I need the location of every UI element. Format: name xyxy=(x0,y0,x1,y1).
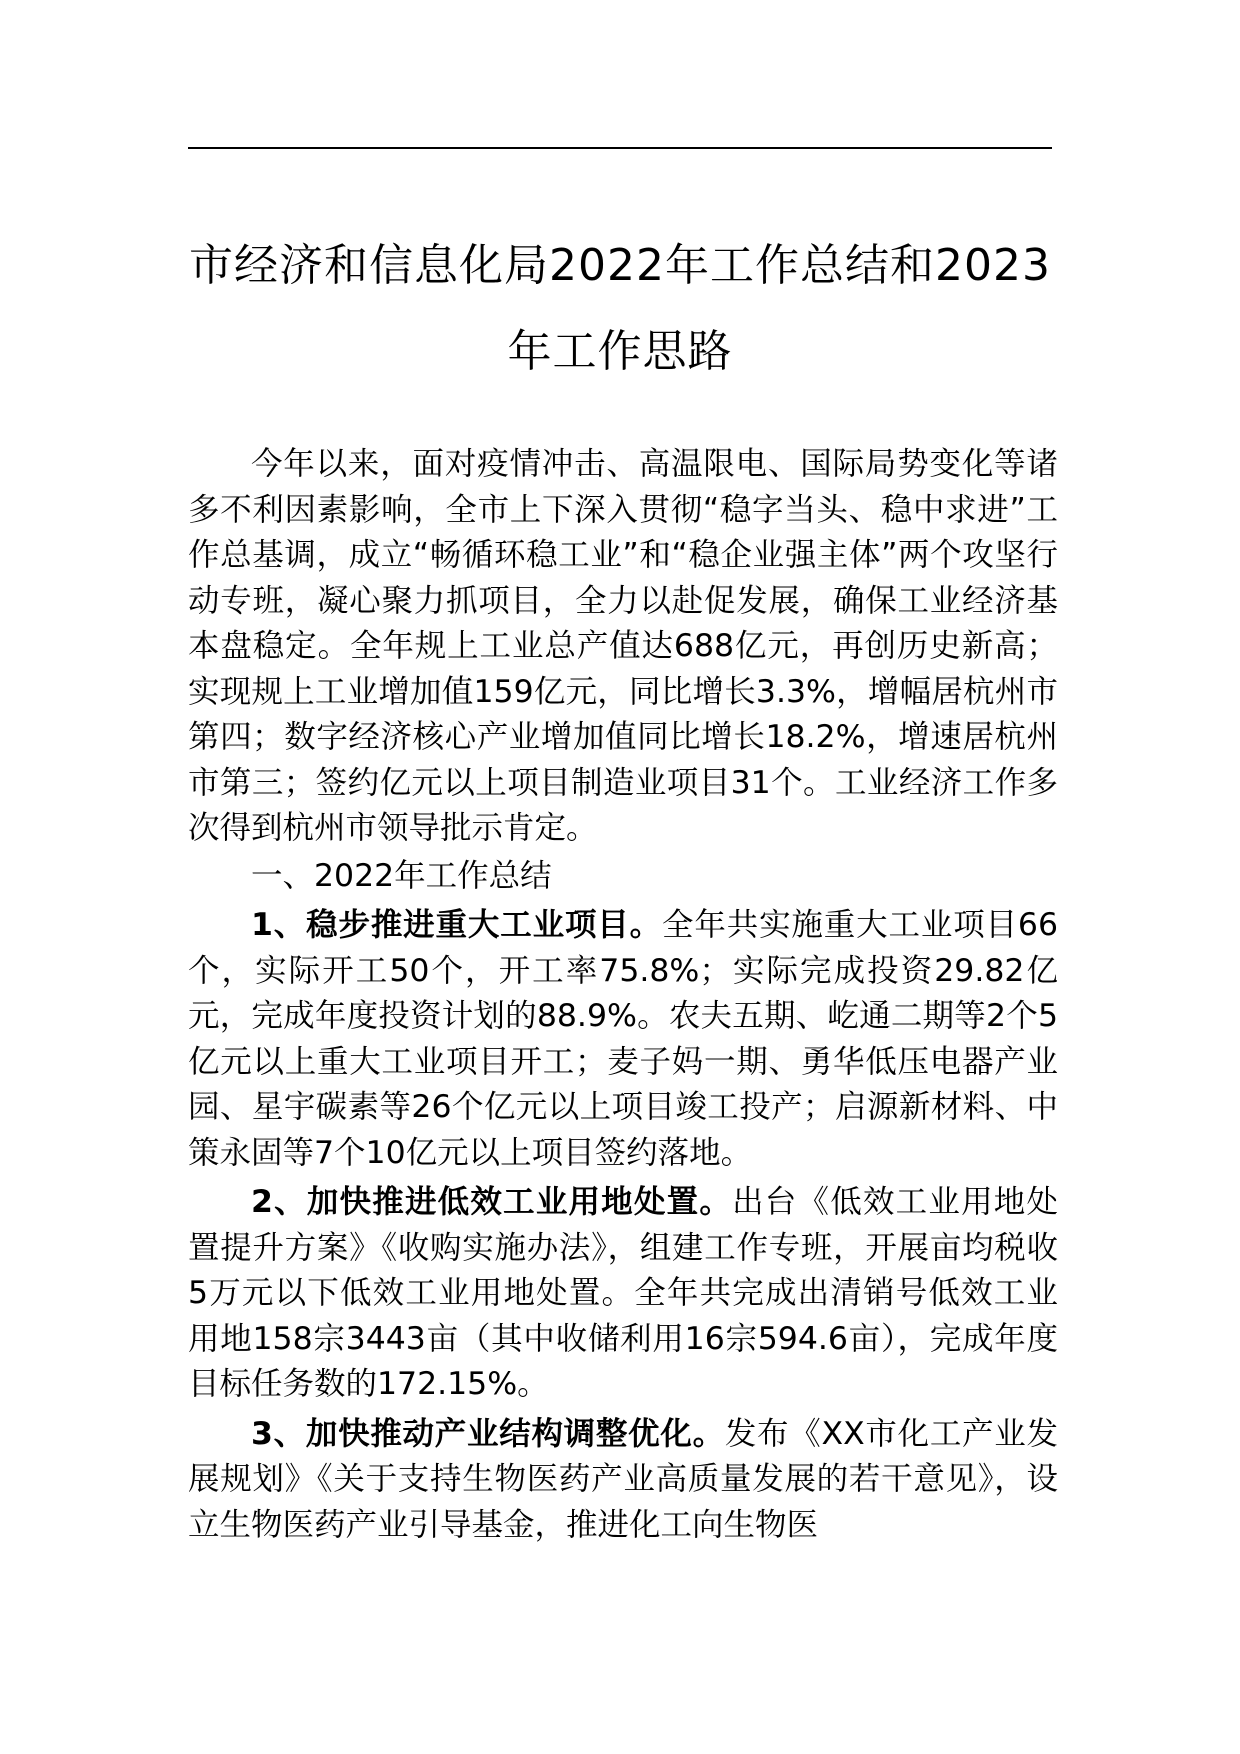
work-item-1-text: 全年共实施重大工业项目66个，实际开工50个，开工率75.8%；实际完成投资29.82亿元，完成年度投资计划的88.9%。农夫五期、屹通二期等2个5亿元以上重大工业项目开工；麦子妈一期、勇华低压电器产业园、星宇碳素等26个亿元以上项目竣工投产；启源新材料、中策永固等7个10亿元以上项目签约落地。 xyxy=(188,907,1058,1171)
work-item-2-title: 2、加快推进低效工业用地处置。 xyxy=(251,1184,733,1220)
work-item-3 xyxy=(188,1412,1058,1549)
section-heading: 一、2022年工作总结 xyxy=(251,857,552,894)
work-item-1 xyxy=(188,903,1058,1176)
document-title-line-1: 市经济和信息化局2022年工作总结和2023 xyxy=(189,240,1051,291)
work-item-3-title: 3、加快推动产业结构调整优化。 xyxy=(251,1415,725,1452)
document-body xyxy=(188,442,1058,1548)
header-rule xyxy=(188,147,1052,149)
work-item-2-text: 出台《低效工业用地处置提升方案》《收购实施办法》，组建工作专班，开展亩均税收5万元以下低效工业用地处置。全年共完成出清销号低效工业用地158宗3443亩（其中收储利用16宗594.6亩），完成年度目标任务数的172.15%。 xyxy=(188,1184,1058,1402)
document-title-line-2: 年工作思路 xyxy=(507,326,733,377)
work-item-2 xyxy=(188,1180,1058,1408)
intro-paragraph: 今年以来，面对疫情冲击、高温限电、国际局势变化等诸多不利因素影响，全市上下深入贯彻“稳字当头、稳中求进”工作总基调，成立“畅循环稳工业”和“稳企业强主体”两个攻坚行动专班，凝心聚力抓项目，全力以赴促发展，确保工业经济基本盘稳定。全年规上工业总产值达688亿元，再创历史新高；实现规上工业增加值159亿元，同比增长3.3%，增幅居杭州市第四；数字经济核心产业增加值同比增长18.2%，增速居杭州市第三；签约亿元以上项目制造业项目31个。工业经济工作多次得到杭州市领导批示肯定。 xyxy=(188,446,1058,846)
work-item-3-text: 发布《XX市化工产业发展规划》《关于支持生物医药产业高质量发展的若干意见》，设立生物医药产业引导基金，推进化工向生物医 xyxy=(188,1415,1058,1543)
work-item-1-title: 1、稳步推进重大工业项目。 xyxy=(251,907,663,943)
